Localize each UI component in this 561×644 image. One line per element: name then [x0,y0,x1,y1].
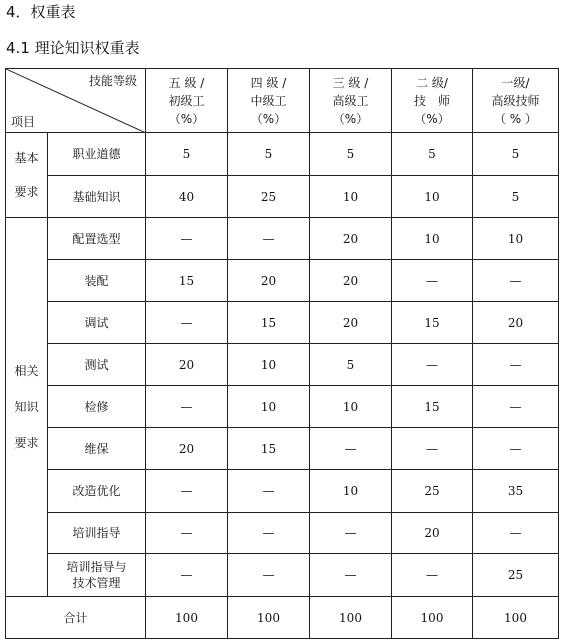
value-cell: 20 [228,260,310,302]
value-cell: — [228,554,310,597]
item-cell: 改造优化 [48,470,146,513]
category-line2: 知识 [14,400,39,414]
value-cell: — [392,554,473,597]
value-cell: — [473,428,559,470]
item-line2: 技术管理 [72,576,121,590]
value-cell: 5 [392,133,473,176]
level-line2: 初级工 [168,93,205,108]
level-line2: 中级工 [250,93,287,108]
table-row [6,554,559,597]
value-cell: 10 [310,470,392,513]
level-line3: （%） [250,111,287,126]
corner-top-label: 技能等级 [88,74,137,88]
level-line2: 高级工 [332,93,369,108]
value-cell: — [310,513,392,554]
value-cell: 20 [146,344,228,386]
value-cell: — [473,260,559,302]
item-cell: 检修 [48,386,146,428]
value-cell: 20 [473,302,559,344]
corner-header-cell [6,69,146,133]
value-cell: 10 [310,386,392,428]
item-cell: 调试 [48,302,146,344]
value-cell: — [392,428,473,470]
value-cell: — [392,344,473,386]
value-cell: — [146,554,228,597]
table-row [6,218,559,260]
level-line3: （%） [332,111,369,126]
level-header-2 [392,69,473,133]
value-cell: 5 [228,133,310,176]
value-cell: 10 [310,176,392,218]
subsection-title: 4.1 理论知识权重表 [6,39,140,57]
value-cell: — [310,554,392,597]
level-line3: （ % ） [493,111,538,126]
level-header-1 [473,69,559,133]
value-cell: 5 [310,133,392,176]
total-value: 100 [310,597,392,639]
value-cell: 5 [473,133,559,176]
category-line3: 要求 [14,436,39,450]
level-line2: 高级技师 [491,93,540,108]
value-cell: — [146,470,228,513]
value-cell: 25 [392,470,473,513]
value-cell: — [228,513,310,554]
item-cell: 测试 [48,344,146,386]
item-cell: 装配 [48,260,146,302]
total-value: 100 [392,597,473,639]
category-line2: 要求 [14,185,39,199]
value-cell: 5 [146,133,228,176]
value-cell: 15 [392,386,473,428]
value-cell: 5 [310,344,392,386]
value-cell: 20 [310,260,392,302]
level-line1: 五 级 / [168,75,205,90]
level-line1: 一级/ [501,75,530,90]
value-cell: 20 [146,428,228,470]
table-row [6,513,559,554]
level-line1: 二 级/ [416,75,448,90]
total-label: 合计 [6,597,146,639]
table-row [6,344,559,386]
level-header-5 [146,69,228,133]
value-cell: 25 [228,176,310,218]
value-cell: — [146,218,228,260]
category-line1: 相关 [14,364,39,378]
table-row [6,470,559,513]
item-cell: 培训指导 [48,513,146,554]
value-cell: — [310,428,392,470]
value-cell: 20 [310,218,392,260]
header-row [6,69,559,133]
value-cell: 15 [146,260,228,302]
value-cell: — [473,386,559,428]
value-cell: 20 [310,302,392,344]
table-row [6,260,559,302]
level-header-3 [310,69,392,133]
item-line1: 培训指导与 [66,560,127,574]
table-row [6,428,559,470]
value-cell: — [473,513,559,554]
value-cell: — [228,218,310,260]
level-header-4 [228,69,310,133]
item-cell: 职业道德 [48,133,146,176]
value-cell: 15 [228,428,310,470]
value-cell: — [392,260,473,302]
level-line2: 技 师 [413,93,450,108]
value-cell: 10 [228,344,310,386]
value-cell: 40 [146,176,228,218]
value-cell: — [473,344,559,386]
value-cell: — [146,513,228,554]
total-row [6,597,559,639]
value-cell: 15 [392,302,473,344]
category-basic-cell [6,133,48,218]
value-cell: 5 [473,176,559,218]
value-cell: — [146,386,228,428]
value-cell: 15 [228,302,310,344]
value-cell: — [228,470,310,513]
level-line1: 四 级 / [250,75,287,90]
category-line1: 基本 [14,151,39,165]
table-row [6,133,559,176]
section-title: 4．权重表 [6,3,76,21]
total-value: 100 [473,597,559,639]
item-cell [48,554,146,597]
weight-table [5,68,559,639]
category-related-cell [6,218,48,597]
table-row [6,386,559,428]
corner-bottom-label: 项目 [11,115,36,129]
total-value: 100 [228,597,310,639]
level-line3: （%） [168,111,205,126]
table-row [6,302,559,344]
item-cell: 基础知识 [48,176,146,218]
value-cell: 10 [392,218,473,260]
level-line3: （%） [414,111,450,126]
level-line1: 三 级 / [332,75,369,90]
item-cell: 配置选型 [48,218,146,260]
value-cell: 10 [473,218,559,260]
value-cell: 20 [392,513,473,554]
item-cell: 维保 [48,428,146,470]
total-value: 100 [146,597,228,639]
value-cell: — [146,302,228,344]
value-cell: 25 [473,554,559,597]
value-cell: 10 [392,176,473,218]
value-cell: 35 [473,470,559,513]
value-cell: 10 [228,386,310,428]
table-row [6,176,559,218]
